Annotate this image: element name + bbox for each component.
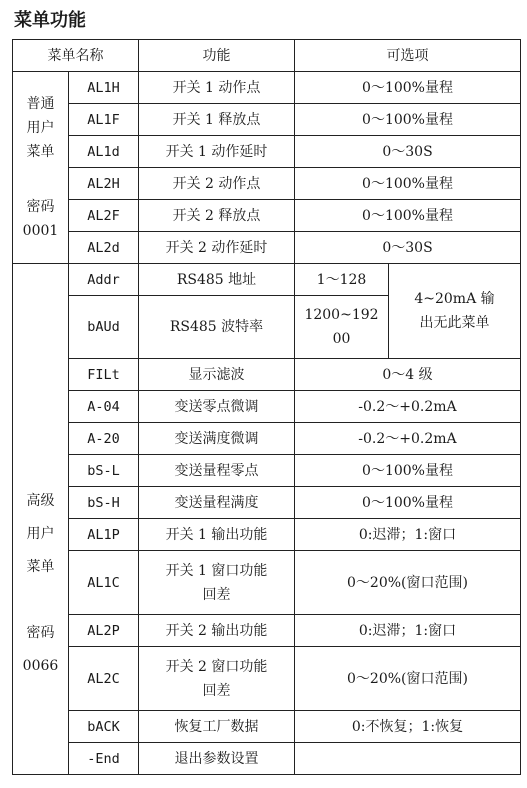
table-row	[13, 487, 521, 519]
menu-function: RS485 波特率	[139, 296, 295, 359]
group-label-normal-user: 普通 用户 菜单 密码 0001	[13, 72, 69, 264]
menu-options: 0～100%量程	[295, 200, 521, 232]
header-function: 功能	[139, 40, 295, 72]
password-normal: 0001	[22, 223, 59, 239]
menu-function-table	[12, 39, 521, 775]
menu-function: 开关 2 动作点	[139, 168, 295, 200]
menu-function: 开关 1 窗口功能 回差	[139, 551, 295, 615]
menu-options: 0～100%量程	[295, 104, 521, 136]
menu-note: 4~20mA 输 出无此菜单	[389, 264, 521, 359]
menu-function: 变送满度微调	[139, 423, 295, 455]
menu-code: A-20	[69, 423, 139, 455]
menu-function: 开关 2 动作延时	[139, 232, 295, 264]
table-row	[13, 264, 521, 296]
menu-code: AL1C	[69, 551, 139, 615]
menu-options: 1200~192 00	[295, 296, 389, 359]
table-row	[13, 519, 521, 551]
menu-code: AL2d	[69, 232, 139, 264]
menu-code: FILt	[69, 359, 139, 391]
table-row	[13, 711, 521, 743]
menu-function: 开关 1 动作点	[139, 72, 295, 104]
menu-code: bACK	[69, 711, 139, 743]
table-row	[13, 615, 521, 647]
password-advanced: 0066	[22, 658, 59, 674]
menu-options: 0～100%量程	[295, 455, 521, 487]
table-row	[13, 136, 521, 168]
menu-code: AL1P	[69, 519, 139, 551]
menu-options: 0:迟滞；1:窗口	[295, 615, 521, 647]
menu-options: 1～128	[295, 264, 389, 296]
menu-code: bAUd	[69, 296, 139, 359]
menu-options	[295, 743, 521, 775]
header-row	[13, 40, 521, 72]
menu-code: AL1H	[69, 72, 139, 104]
menu-function: 恢复工厂数据	[139, 711, 295, 743]
menu-code: AL1F	[69, 104, 139, 136]
table-row	[13, 232, 521, 264]
header-menu-name: 菜单名称	[13, 40, 139, 72]
menu-code: bS-H	[69, 487, 139, 519]
table-row	[13, 200, 521, 232]
menu-function: 开关 1 输出功能	[139, 519, 295, 551]
menu-code: Addr	[69, 264, 139, 296]
menu-options: -0.2～+0.2mA	[295, 391, 521, 423]
menu-function: 开关 2 窗口功能 回差	[139, 647, 295, 711]
menu-code: -End	[69, 743, 139, 775]
menu-code: A-04	[69, 391, 139, 423]
menu-code: AL2H	[69, 168, 139, 200]
menu-code: bS-L	[69, 455, 139, 487]
menu-options: -0.2～+0.2mA	[295, 423, 521, 455]
menu-function: 开关 1 释放点	[139, 104, 295, 136]
group-label-advanced-user: 高级 用户 菜单 密码 0066	[13, 264, 69, 775]
menu-function: 开关 2 输出功能	[139, 615, 295, 647]
menu-function: 变送量程满度	[139, 487, 295, 519]
menu-code: AL2F	[69, 200, 139, 232]
menu-options: 0:不恢复；1:恢复	[295, 711, 521, 743]
header-options: 可选项	[295, 40, 521, 72]
menu-options: 0～100%量程	[295, 487, 521, 519]
page-title: 菜单功能	[14, 10, 86, 31]
menu-code: AL2C	[69, 647, 139, 711]
menu-options: 0～20%(窗口范围)	[295, 551, 521, 615]
table-row	[13, 455, 521, 487]
menu-function: 开关 1 动作延时	[139, 136, 295, 168]
menu-options: 0～100%量程	[295, 72, 521, 104]
menu-function: 开关 2 释放点	[139, 200, 295, 232]
table-row	[13, 104, 521, 136]
table-row	[13, 423, 521, 455]
table-row	[13, 391, 521, 423]
table-row	[13, 359, 521, 391]
menu-function: 变送量程零点	[139, 455, 295, 487]
table-row	[13, 72, 521, 104]
menu-options: 0～20%(窗口范围)	[295, 647, 521, 711]
menu-function: 变送零点微调	[139, 391, 295, 423]
menu-code: AL2P	[69, 615, 139, 647]
menu-options: 0～30S	[295, 232, 521, 264]
menu-options: 0～4 级	[295, 359, 521, 391]
table-row	[13, 743, 521, 775]
menu-options: 0:迟滞；1:窗口	[295, 519, 521, 551]
table-row	[13, 551, 521, 615]
menu-options: 0～100%量程	[295, 168, 521, 200]
menu-code: AL1d	[69, 136, 139, 168]
menu-function: 显示滤波	[139, 359, 295, 391]
menu-options: 0～30S	[295, 136, 521, 168]
table-row	[13, 168, 521, 200]
menu-function: RS485 地址	[139, 264, 295, 296]
table-row	[13, 647, 521, 711]
menu-function: 退出参数设置	[139, 743, 295, 775]
